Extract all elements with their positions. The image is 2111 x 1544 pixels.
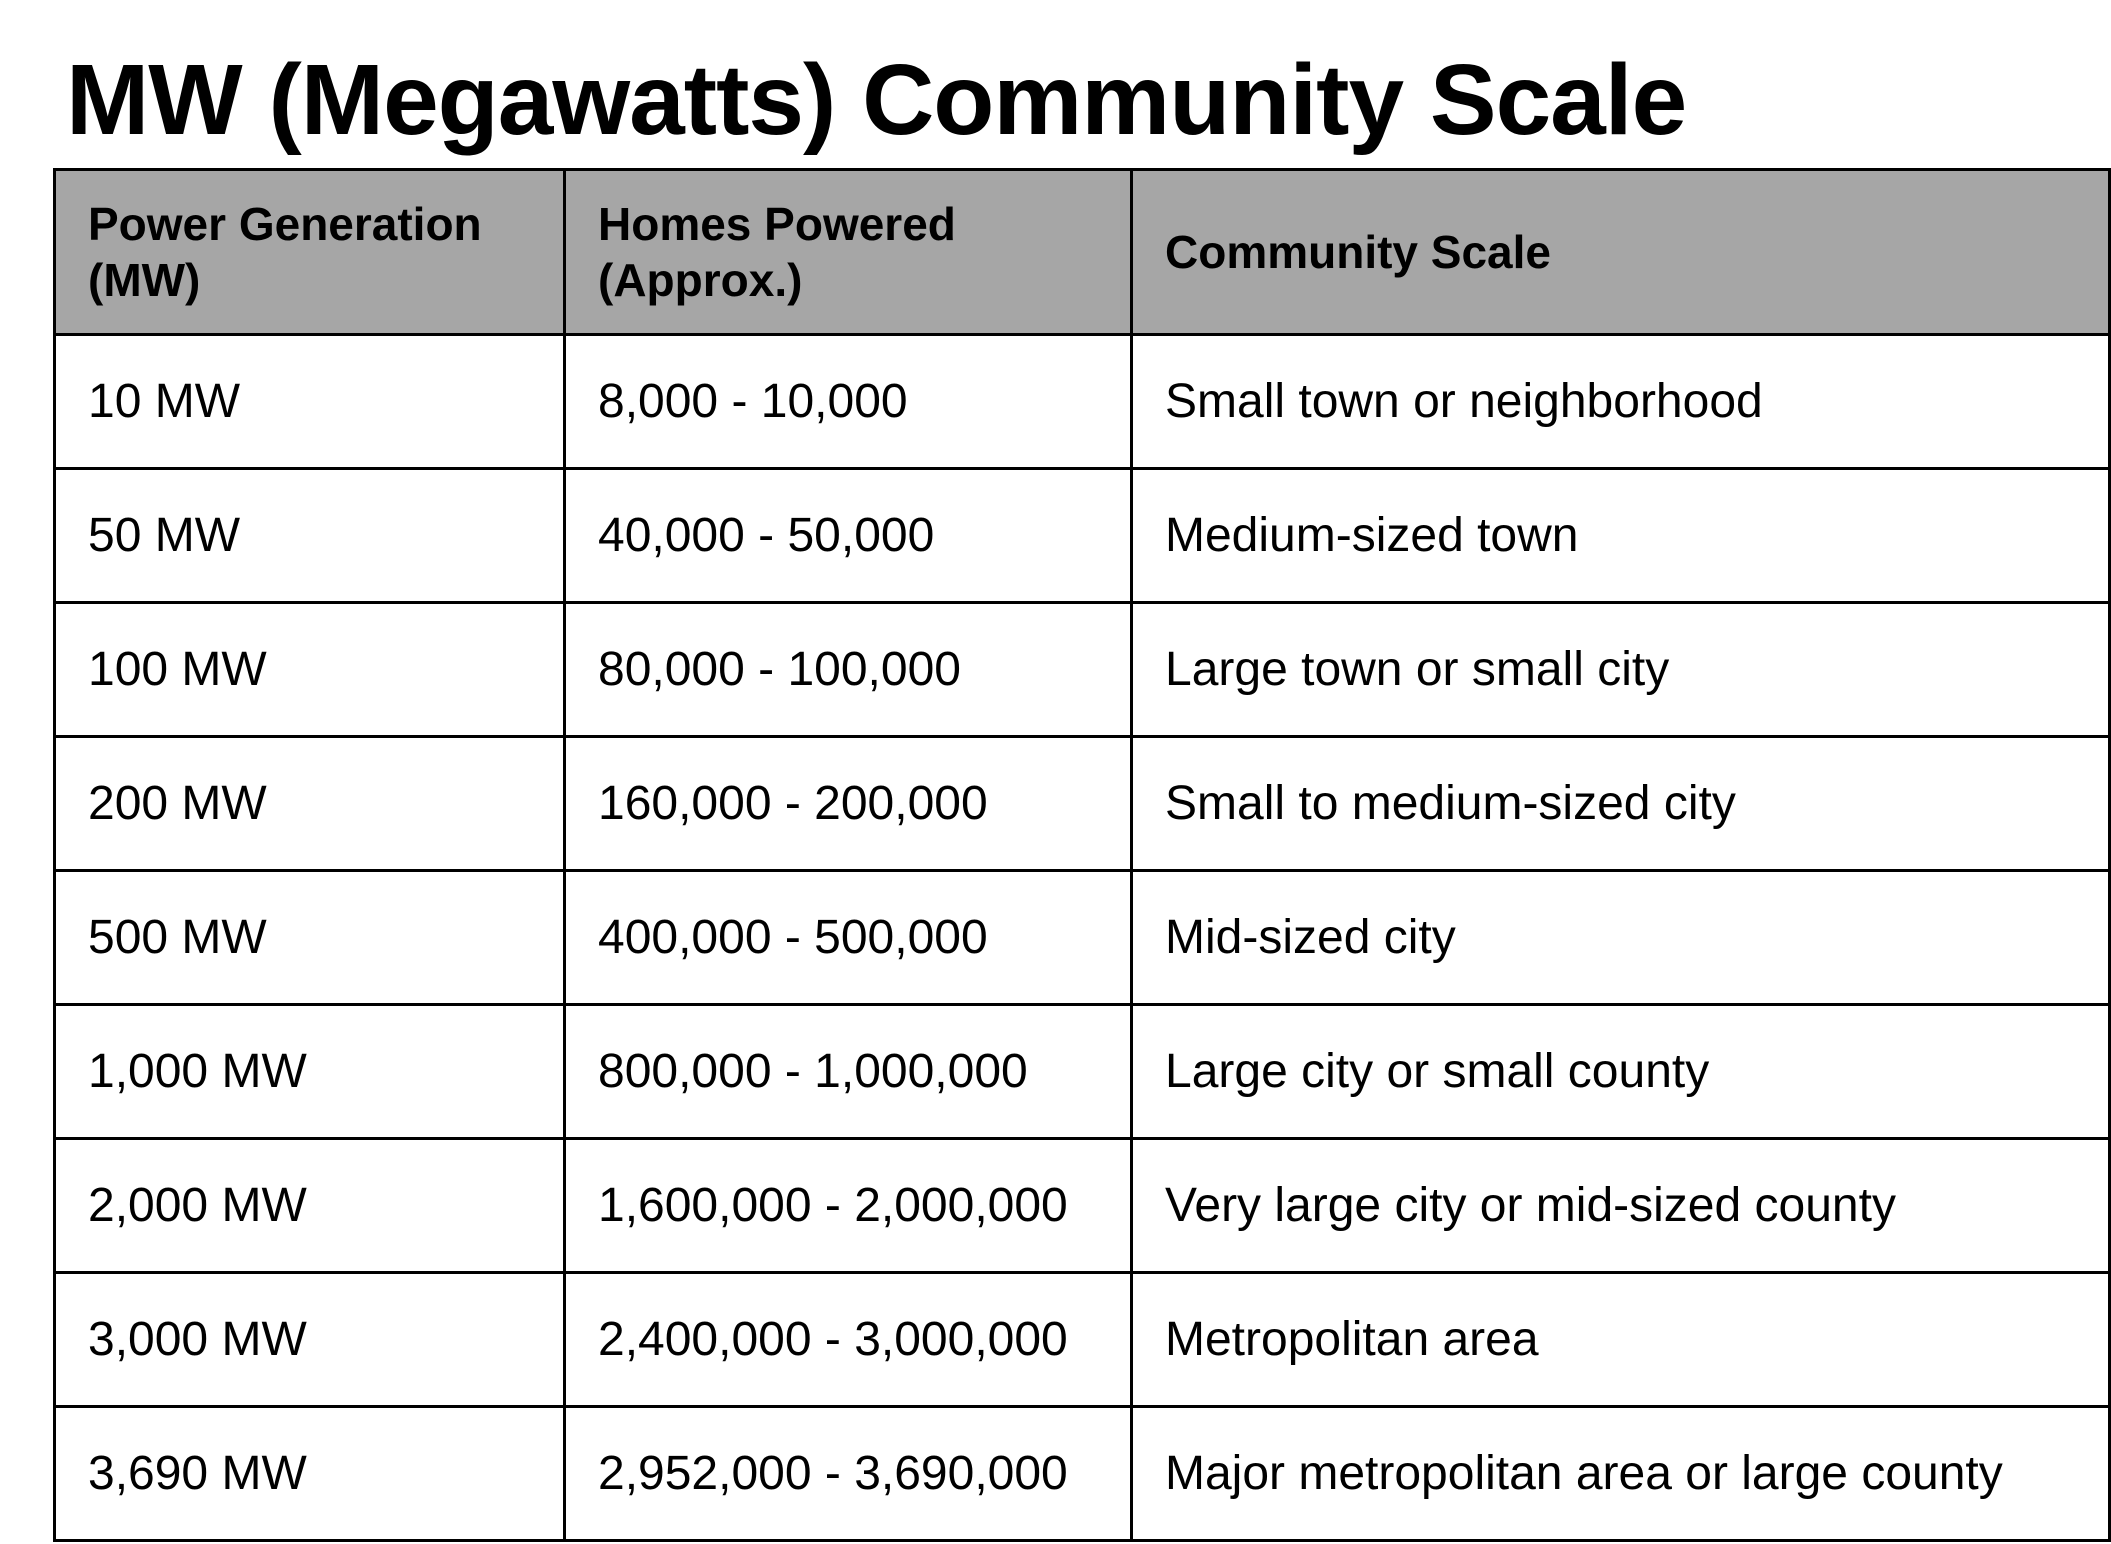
table-row: [55, 1273, 2110, 1407]
header-community-scale: [1132, 170, 2110, 335]
header-homes-powered: [565, 170, 1132, 335]
page-title: MW (Megawatts) Community Scale: [66, 44, 1687, 156]
cell-power: 100 MW: [55, 603, 565, 737]
cell-homes: 800,000 - 1,000,000: [565, 1005, 1132, 1139]
cell-homes: 80,000 - 100,000: [565, 603, 1132, 737]
cell-scale: Large city or small county: [1132, 1005, 2110, 1139]
cell-homes: 8,000 - 10,000: [565, 335, 1132, 469]
cell-homes: 160,000 - 200,000: [565, 737, 1132, 871]
header-power-generation-line-1: Power Generation: [88, 198, 482, 250]
cell-homes: 2,400,000 - 3,000,000: [565, 1273, 1132, 1407]
cell-scale: Small to medium-sized city: [1132, 737, 2110, 871]
cell-power: 50 MW: [55, 469, 565, 603]
cell-power: 2,000 MW: [55, 1139, 565, 1273]
header-power-generation-line-2: (MW): [88, 254, 201, 306]
table-row: [55, 1005, 2110, 1139]
cell-power: 200 MW: [55, 737, 565, 871]
table-row: [55, 871, 2110, 1005]
cell-homes: 1,600,000 - 2,000,000: [565, 1139, 1132, 1273]
header-homes-powered-line-2: (Approx.): [598, 254, 803, 306]
cell-power: 3,690 MW: [55, 1407, 565, 1541]
cell-scale: Large town or small city: [1132, 603, 2110, 737]
table-row: [55, 1139, 2110, 1273]
cell-scale: Medium-sized town: [1132, 469, 2110, 603]
header-community-scale-line-1: Community Scale: [1165, 226, 1551, 278]
table-row: [55, 1407, 2110, 1541]
table-row: [55, 737, 2110, 871]
header-homes-powered-line-1: Homes Powered: [598, 198, 956, 250]
cell-scale: Very large city or mid-sized county: [1132, 1139, 2110, 1273]
table-row: [55, 469, 2110, 603]
table-header-row: [55, 170, 2110, 335]
cell-homes: 2,952,000 - 3,690,000: [565, 1407, 1132, 1541]
cell-power: 3,000 MW: [55, 1273, 565, 1407]
table-row: [55, 603, 2110, 737]
cell-power: 500 MW: [55, 871, 565, 1005]
table-row: [55, 335, 2110, 469]
cell-power: 1,000 MW: [55, 1005, 565, 1139]
cell-scale: Metropolitan area: [1132, 1273, 2110, 1407]
cell-homes: 400,000 - 500,000: [565, 871, 1132, 1005]
cell-scale: Small town or neighborhood: [1132, 335, 2110, 469]
header-power-generation: [55, 170, 565, 335]
community-scale-table: [53, 168, 2111, 1542]
cell-homes: 40,000 - 50,000: [565, 469, 1132, 603]
cell-scale: Mid-sized city: [1132, 871, 2110, 1005]
cell-power: 10 MW: [55, 335, 565, 469]
cell-scale: Major metropolitan area or large county: [1132, 1407, 2110, 1541]
